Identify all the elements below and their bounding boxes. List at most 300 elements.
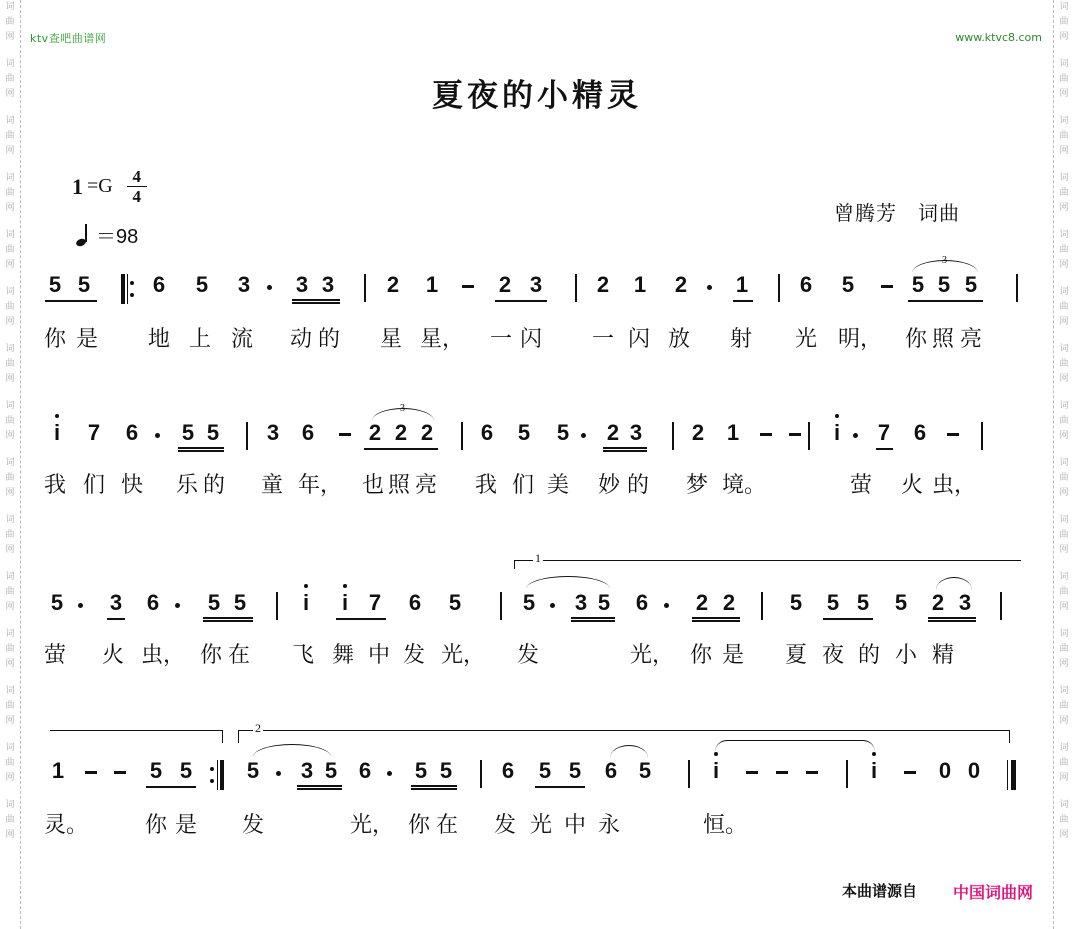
watermark-char: 曲 xyxy=(1059,188,1069,198)
note: 3 xyxy=(266,420,280,445)
lyric: 夜 xyxy=(822,643,845,668)
watermark-char: 网 xyxy=(5,32,15,42)
note: 3 xyxy=(295,272,309,297)
note: 5 xyxy=(894,590,908,615)
notation-line xyxy=(0,403,1074,460)
lyric: 地 xyxy=(148,327,171,352)
watermark-char: 词 xyxy=(1059,572,1069,582)
watermark-char: 网 xyxy=(5,89,15,99)
watermark-char: 曲 xyxy=(5,758,15,768)
double-underline xyxy=(571,617,615,622)
augmentation-dot xyxy=(707,285,712,290)
watermark-char: 词 xyxy=(5,287,15,297)
barline xyxy=(461,422,463,450)
triplet-number: 3 xyxy=(942,255,947,266)
slur xyxy=(253,744,331,757)
note: 5 xyxy=(48,272,62,297)
lyric: 光， xyxy=(630,643,675,668)
lyrics-line xyxy=(0,808,1074,848)
barline xyxy=(846,760,848,788)
watermark-char: 曲 xyxy=(1059,17,1069,27)
lyric: 照 xyxy=(388,473,411,498)
lyric: 你 xyxy=(200,643,223,668)
note: 5 xyxy=(149,758,163,783)
watermark-char: 网 xyxy=(5,374,15,384)
key-signature xyxy=(72,168,147,205)
note: 2 xyxy=(394,420,408,445)
watermark-char: 网 xyxy=(1059,659,1069,669)
watermark-group xyxy=(5,114,14,159)
lyric: 你 xyxy=(905,327,928,352)
watermark-char: 词 xyxy=(5,116,15,126)
underline xyxy=(733,300,753,302)
lyric: 们 xyxy=(83,473,106,498)
note: 3 xyxy=(321,272,335,297)
double-underline xyxy=(411,785,457,790)
note: 6 xyxy=(358,758,372,783)
note: 5 xyxy=(324,758,338,783)
note: 0 xyxy=(967,758,981,783)
note: 0 xyxy=(938,758,952,783)
lyric: 亮 xyxy=(960,327,983,352)
tempo-marking xyxy=(76,220,138,249)
watermark-char: 网 xyxy=(1059,545,1069,555)
lyric: 精 xyxy=(932,643,955,668)
triplet-number: 3 xyxy=(400,403,405,414)
watermark-char: 词 xyxy=(5,458,15,468)
lyrics-line xyxy=(0,638,1074,678)
dash xyxy=(85,771,97,774)
dash xyxy=(776,771,788,774)
barline xyxy=(778,274,780,302)
watermark-char: 网 xyxy=(1059,374,1069,384)
lyric: 是 xyxy=(175,813,198,838)
watermark-char: 网 xyxy=(5,659,15,669)
watermark-char: 曲 xyxy=(1059,416,1069,426)
lyric: 你 xyxy=(145,813,168,838)
note: 3 xyxy=(629,420,643,445)
lyric: 也 xyxy=(362,473,385,498)
watermark-char: 词 xyxy=(5,401,15,411)
augmentation-dot xyxy=(267,285,272,290)
watermark-char: 词 xyxy=(5,344,15,354)
lyric: 你 xyxy=(690,643,713,668)
lyric: 你 xyxy=(408,813,431,838)
watermark-char: 词 xyxy=(1059,116,1069,126)
watermark-char: 曲 xyxy=(5,701,15,711)
augmentation-dot xyxy=(853,433,858,438)
note: 5 xyxy=(207,590,221,615)
note: 5 xyxy=(517,420,531,445)
note: 2 xyxy=(695,590,709,615)
lyric: 美 xyxy=(547,473,570,498)
note: 5 xyxy=(77,272,91,297)
dash xyxy=(806,771,818,774)
watermark-group xyxy=(5,171,14,216)
volta-number: 2 xyxy=(255,721,261,735)
double-underline xyxy=(297,785,342,790)
double-underline xyxy=(203,617,253,622)
note: 5 xyxy=(597,590,611,615)
watermark-char: 曲 xyxy=(5,302,15,312)
watermark-char: 曲 xyxy=(5,359,15,369)
watermark-char: 网 xyxy=(5,545,15,555)
watermark-char: 词 xyxy=(1059,629,1069,639)
lyric: 一 xyxy=(592,327,615,352)
watermark-char: 网 xyxy=(1059,488,1069,498)
note: 5 xyxy=(448,590,462,615)
watermark-char: 曲 xyxy=(5,644,15,654)
watermark-char: 网 xyxy=(5,203,15,213)
watermark-char: 词 xyxy=(5,800,15,810)
watermark-char: 词 xyxy=(1059,2,1069,12)
watermark-char: 词 xyxy=(1059,686,1069,696)
note: 5 xyxy=(856,590,870,615)
watermark-group xyxy=(1059,114,1068,159)
watermark-char: 网 xyxy=(1059,32,1069,42)
watermark-char: 词 xyxy=(1059,173,1069,183)
lyric: 明， xyxy=(838,327,883,352)
watermark-group xyxy=(1059,228,1068,273)
lyric: 光， xyxy=(350,813,395,838)
watermark-char: 词 xyxy=(5,572,15,582)
watermark-char: 曲 xyxy=(5,530,15,540)
watermark-char: 网 xyxy=(5,830,15,840)
note: 5 xyxy=(181,420,195,445)
lyric: 乐 xyxy=(176,473,199,498)
note: 6 xyxy=(501,758,515,783)
lyric: 在 xyxy=(228,643,251,668)
lyric: 放 xyxy=(668,327,691,352)
lyric: 中 xyxy=(368,643,391,668)
watermark-char: 曲 xyxy=(1059,815,1069,825)
lyric: 年， xyxy=(298,473,343,498)
note: 6 xyxy=(146,590,160,615)
lyric: 童 xyxy=(261,473,284,498)
dash xyxy=(746,771,758,774)
watermark-char: 网 xyxy=(5,260,15,270)
note: 1 xyxy=(726,420,740,445)
repeat-end-barline xyxy=(210,760,224,790)
time-sig-bottom: 4 xyxy=(132,187,141,206)
lyric: 发 xyxy=(494,813,517,838)
lyric: 灵。 xyxy=(44,813,89,838)
double-underline xyxy=(692,617,740,622)
note: 7 xyxy=(368,590,382,615)
note: 5 xyxy=(556,420,570,445)
lyric: 小 xyxy=(895,643,918,668)
underline xyxy=(908,300,983,302)
barline xyxy=(575,274,577,302)
dash xyxy=(760,433,772,436)
dash xyxy=(904,771,916,774)
watermark-group xyxy=(1059,171,1068,216)
watermark-char: 曲 xyxy=(1059,701,1069,711)
watermark-group xyxy=(5,228,14,273)
lyric: 虫， xyxy=(141,643,186,668)
watermark-char: 曲 xyxy=(1059,587,1069,597)
watermark-char: 词 xyxy=(5,230,15,240)
note: 5 xyxy=(538,758,552,783)
lyric: 发 xyxy=(403,643,426,668)
note: 5 xyxy=(246,758,260,783)
lyric: 照 xyxy=(932,327,955,352)
note-high: i xyxy=(337,590,353,616)
augmentation-dot xyxy=(78,603,83,608)
watermark-char: 网 xyxy=(5,146,15,156)
lyric: 梦 xyxy=(686,473,709,498)
lyric: 境。 xyxy=(722,473,767,498)
dash xyxy=(114,771,126,774)
lyric: 发 xyxy=(517,643,540,668)
note: 5 xyxy=(638,758,652,783)
underline xyxy=(107,618,125,620)
underline xyxy=(535,786,585,788)
watermark-char: 词 xyxy=(1059,458,1069,468)
lyric: 发 xyxy=(242,813,265,838)
watermark-char: 曲 xyxy=(5,473,15,483)
lyrics-line xyxy=(0,468,1074,508)
watermark-char: 词 xyxy=(1059,344,1069,354)
dash xyxy=(947,433,959,436)
underline xyxy=(364,448,438,450)
watermark-group xyxy=(5,0,14,45)
note: 3 xyxy=(237,272,251,297)
note: 1 xyxy=(633,272,647,297)
barline xyxy=(808,422,810,450)
note: 2 xyxy=(368,420,382,445)
note: 1 xyxy=(51,758,65,783)
note: 5 xyxy=(522,590,536,615)
lyric: 萤 xyxy=(850,473,873,498)
lyric: 你 xyxy=(44,327,67,352)
underline xyxy=(45,300,97,302)
lyric: 的 xyxy=(627,473,650,498)
lyric: 射 xyxy=(730,327,753,352)
note: 2 xyxy=(722,590,736,615)
watermark-char: 曲 xyxy=(1059,131,1069,141)
lyric: 中 xyxy=(564,813,587,838)
underline xyxy=(495,300,547,302)
watermark-char: 词 xyxy=(1059,230,1069,240)
lyric: 星， xyxy=(420,327,465,352)
note: 5 xyxy=(414,758,428,783)
note-high: i xyxy=(708,758,724,784)
barline xyxy=(246,422,248,450)
note: 2 xyxy=(498,272,512,297)
note: 2 xyxy=(420,420,434,445)
watermark-char: 曲 xyxy=(5,131,15,141)
time-sig-top: 4 xyxy=(132,167,141,186)
volta-bracket-1 xyxy=(514,551,1021,569)
watermark-char: 词 xyxy=(1059,401,1069,411)
lyric: 虫， xyxy=(932,473,977,498)
volta-number: 1 xyxy=(535,551,541,565)
lyric: 恒。 xyxy=(703,813,748,838)
note: 6 xyxy=(604,758,618,783)
lyric: 萤 xyxy=(44,643,67,668)
note: 7 xyxy=(877,420,891,445)
watermark-char: 曲 xyxy=(5,815,15,825)
notation-line xyxy=(0,255,1074,312)
double-underline xyxy=(928,617,976,622)
source-site-link[interactable]: 中国词曲网 xyxy=(953,883,1034,902)
note: 2 xyxy=(691,420,705,445)
note: 5 xyxy=(233,590,247,615)
key-equals: =G xyxy=(87,175,113,197)
note: 5 xyxy=(937,272,951,297)
underline xyxy=(823,618,873,620)
watermark-group xyxy=(1059,684,1068,729)
lyric: 是 xyxy=(722,643,745,668)
note: 2 xyxy=(596,272,610,297)
watermark-char: 网 xyxy=(1059,203,1069,213)
lyric: 永 xyxy=(598,813,621,838)
barline xyxy=(1000,592,1002,620)
lyric: 光 xyxy=(795,327,818,352)
augmentation-dot xyxy=(175,603,180,608)
watermark-char: 网 xyxy=(5,602,15,612)
note: 6 xyxy=(152,272,166,297)
slur xyxy=(610,745,648,758)
barline xyxy=(981,422,983,450)
quarter-note-icon xyxy=(76,224,88,246)
watermark-char: 网 xyxy=(5,488,15,498)
watermark-char: 曲 xyxy=(5,74,15,84)
note: 6 xyxy=(480,420,494,445)
site-name-left: ktv查吧曲谱网 xyxy=(30,32,107,45)
watermark-char: 曲 xyxy=(1059,473,1069,483)
watermark-char: 曲 xyxy=(1059,758,1069,768)
source-label: 本曲谱源自 xyxy=(842,882,918,900)
note-high: i xyxy=(298,590,314,616)
watermark-char: 曲 xyxy=(1059,359,1069,369)
note: 2 xyxy=(931,590,945,615)
lyric: 飞 xyxy=(292,643,315,668)
watermark-char: 词 xyxy=(1059,515,1069,525)
watermark-char: 曲 xyxy=(5,245,15,255)
watermark-char: 网 xyxy=(5,431,15,441)
tie xyxy=(715,740,875,757)
note: 5 xyxy=(179,758,193,783)
watermark-char: 曲 xyxy=(5,17,15,27)
watermark-char: 词 xyxy=(1059,743,1069,753)
note: 7 xyxy=(87,420,101,445)
barline xyxy=(480,760,482,788)
barline xyxy=(500,592,502,620)
tempo-value: ＝98 xyxy=(96,226,139,248)
barline xyxy=(1016,274,1018,302)
watermark-char: 曲 xyxy=(1059,302,1069,312)
note: 2 xyxy=(386,272,400,297)
watermark-char: 网 xyxy=(1059,830,1069,840)
lyric: 夏 xyxy=(785,643,808,668)
augmentation-dot xyxy=(276,771,281,776)
notation-line xyxy=(0,758,1074,798)
watermark-char: 网 xyxy=(1059,602,1069,612)
dash xyxy=(462,285,474,288)
lyric: 舞 xyxy=(332,643,355,668)
lyric: 我 xyxy=(475,473,498,498)
watermark-char: 词 xyxy=(5,2,15,12)
watermark-char: 网 xyxy=(1059,146,1069,156)
watermark-char: 词 xyxy=(5,743,15,753)
lyric: 动 xyxy=(290,327,313,352)
underline xyxy=(146,786,196,788)
lyric: 光， xyxy=(441,643,486,668)
watermark-char: 曲 xyxy=(5,188,15,198)
watermark-group xyxy=(5,684,14,729)
note: 6 xyxy=(635,590,649,615)
watermark-char: 词 xyxy=(5,59,15,69)
note: 5 xyxy=(206,420,220,445)
watermark-char: 词 xyxy=(5,686,15,696)
repeat-start-barline xyxy=(121,274,133,304)
site-url-right: www.ktvc8.com xyxy=(955,31,1042,44)
volta-bracket-1-end xyxy=(50,730,223,743)
lyric: 流 xyxy=(231,327,254,352)
double-underline xyxy=(292,299,340,304)
dash xyxy=(339,433,351,436)
note: 3 xyxy=(109,590,123,615)
barline xyxy=(672,422,674,450)
augmentation-dot xyxy=(664,603,669,608)
watermark-char: 曲 xyxy=(1059,644,1069,654)
watermark-char: 曲 xyxy=(1059,245,1069,255)
song-title: 夏夜的小精灵 xyxy=(432,78,642,114)
note: 5 xyxy=(789,590,803,615)
lyric: 在 xyxy=(436,813,459,838)
note: 6 xyxy=(799,272,813,297)
watermark-char: 词 xyxy=(5,629,15,639)
time-signature xyxy=(127,168,147,205)
watermark-char: 词 xyxy=(5,515,15,525)
lyric: 我 xyxy=(44,473,67,498)
note: 3 xyxy=(574,590,588,615)
watermark-char: 网 xyxy=(5,773,15,783)
lyric: 的 xyxy=(318,327,341,352)
note: 6 xyxy=(301,420,315,445)
watermark-char: 网 xyxy=(1059,716,1069,726)
watermark-char: 词 xyxy=(1059,800,1069,810)
underline xyxy=(876,448,893,450)
lyric: 妙 xyxy=(598,473,621,498)
watermark-char: 网 xyxy=(1059,431,1069,441)
lyric: 快 xyxy=(121,473,144,498)
lyric: 闪 xyxy=(628,327,651,352)
watermark-char: 词 xyxy=(1059,59,1069,69)
note: 3 xyxy=(300,758,314,783)
watermark-char: 网 xyxy=(1059,317,1069,327)
note: 5 xyxy=(964,272,978,297)
note: 5 xyxy=(568,758,582,783)
note: 2 xyxy=(606,420,620,445)
slur xyxy=(936,577,972,590)
augmentation-dot xyxy=(387,771,392,776)
lyric: 闪 xyxy=(520,327,543,352)
underline xyxy=(336,618,386,620)
lyric: 光 xyxy=(530,813,553,838)
watermark-char: 网 xyxy=(5,716,15,726)
note-high: i xyxy=(866,758,882,784)
barline xyxy=(688,760,690,788)
watermark-char: 曲 xyxy=(1059,530,1069,540)
augmentation-dot xyxy=(581,433,586,438)
note: 1 xyxy=(735,272,749,297)
watermark-char: 曲 xyxy=(1059,74,1069,84)
dash xyxy=(789,433,801,436)
note-high: i xyxy=(49,420,65,446)
